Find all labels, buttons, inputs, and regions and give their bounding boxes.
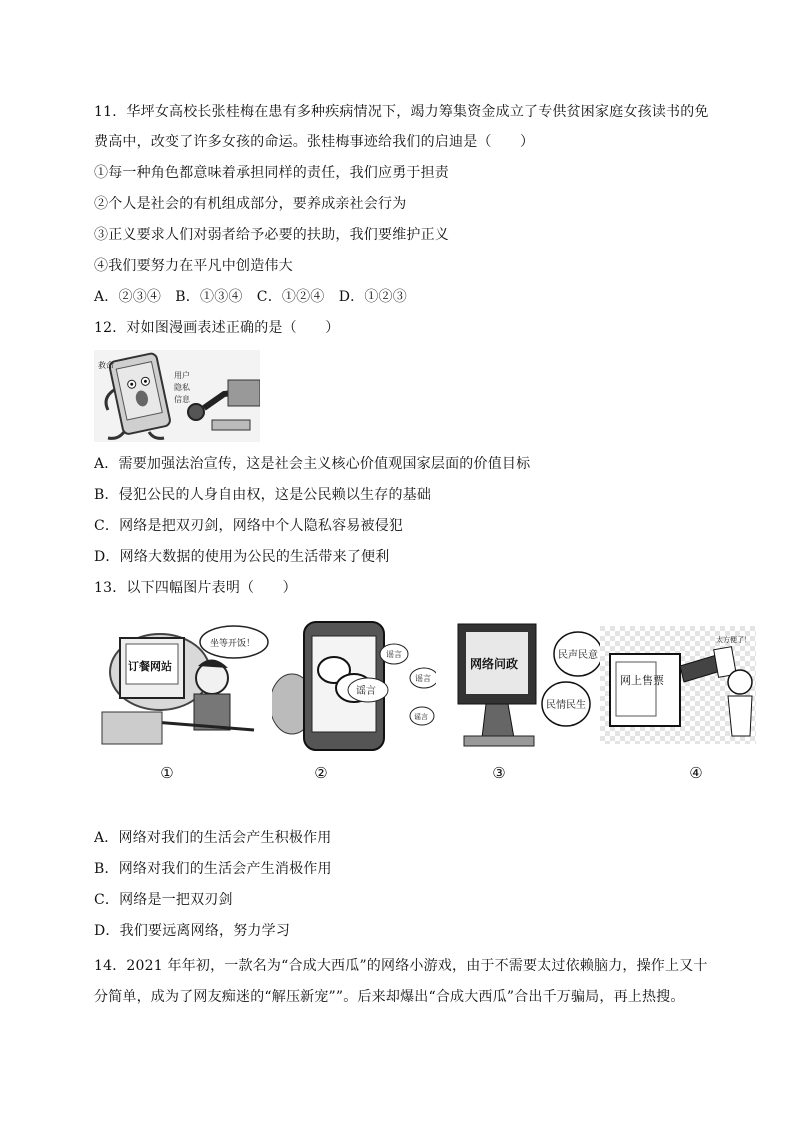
q12-option-c: C．网络是把双刃剑，网络中个人隐私容易被侵犯 <box>94 518 404 534</box>
cartoon-label-1: 用户 <box>174 371 190 380</box>
q12-option-a: A．需要加强法治宣传，这是社会主义核心价值观国家层面的价值目标 <box>94 456 531 472</box>
pic2-rumor-3: 谣言 <box>356 686 376 697</box>
q13-option-d: D．我们要远离网络，努力学习 <box>94 923 291 939</box>
q12-option-b: B．侵犯公民的人身自由权，这是公民赖以生存的基础 <box>94 487 432 503</box>
q11-item-3: ③正义要求人们对弱者给予必要的扶助，我们要维护正义 <box>94 227 449 243</box>
pic2-rumor-1: 谣言 <box>386 650 402 659</box>
q11-options: A．②③④ B．①③④ C．①②④ D．①②③ <box>94 289 407 305</box>
cartoon-label-2: 隐私 <box>174 383 190 392</box>
q11-stem-line1: 11．华坪女高校长张桂梅在患有多种疾病情况下，竭力筹集资金成立了专供贫困家庭女孩读书的免 <box>94 104 709 120</box>
q13-picture-3 <box>454 618 604 752</box>
q11-item-1: ①每一种角色都意味着承担同样的责任，我们应勇于担责 <box>94 165 449 181</box>
q13-caption-4: ④ <box>689 764 703 782</box>
q13-caption-2: ② <box>314 764 328 782</box>
q13-picture-1 <box>94 612 270 752</box>
pic1-screen-text: 订餐网站 <box>128 660 172 673</box>
q14-stem-line2: 分简单，成为了网友痴迷的“解压新宠””。后来却爆出“合成大西瓜”合出千万骗局，再上热搜。 <box>94 989 685 1005</box>
pic3-bubble-2: 民情民生 <box>546 700 586 711</box>
q11-item-4: ④我们要努力在平凡中创造伟大 <box>94 258 293 274</box>
pic4-bubble-text: 太方便了！ <box>716 636 751 644</box>
q13-option-b: B．网络对我们的生活会产生消极作用 <box>94 861 332 877</box>
q13-option-a: A．网络对我们的生活会产生积极作用 <box>94 830 332 846</box>
pic3-screen-text: 网络问政 <box>470 657 519 671</box>
q13-caption-1: ① <box>160 764 174 782</box>
q12-stem: 12．对如图漫画表述正确的是（ ） <box>94 320 340 336</box>
pic2-rumor-2: 谣言 <box>415 674 431 683</box>
cartoon-shout-text: 救命 <box>98 361 114 370</box>
q12-cartoon <box>94 350 260 442</box>
q13-picture-4 <box>600 626 756 744</box>
q13-stem: 13．以下四幅图片表明（ ） <box>94 580 297 596</box>
pic1-bubble-text: 坐等开饭！ <box>210 639 256 649</box>
cartoon-label-3: 信息 <box>174 395 190 404</box>
q13-picture-2 <box>272 612 436 752</box>
q14-stem-line1: 14．2021 年年初，一款名为“合成大西瓜”的网络小游戏，由于不需要太过依赖脑力，操作上又十 <box>94 958 708 974</box>
pic3-bubble-1: 民声民意 <box>558 650 598 661</box>
pic4-screen-text: 网上售票 <box>620 674 664 687</box>
q11-stem-line2: 费高中，改变了许多女孩的命运。张桂梅事迹给我们的启迪是（ ） <box>94 134 535 150</box>
q11-item-2: ②个人是社会的有机组成部分，要养成亲社会行为 <box>94 196 407 212</box>
q13-option-c: C．网络是一把双刃剑 <box>94 892 233 908</box>
pic2-rumor-4: 谣言 <box>414 713 428 721</box>
q13-caption-3: ③ <box>492 764 506 782</box>
q12-option-d: D．网络大数据的使用为公民的生活带来了便利 <box>94 549 390 565</box>
